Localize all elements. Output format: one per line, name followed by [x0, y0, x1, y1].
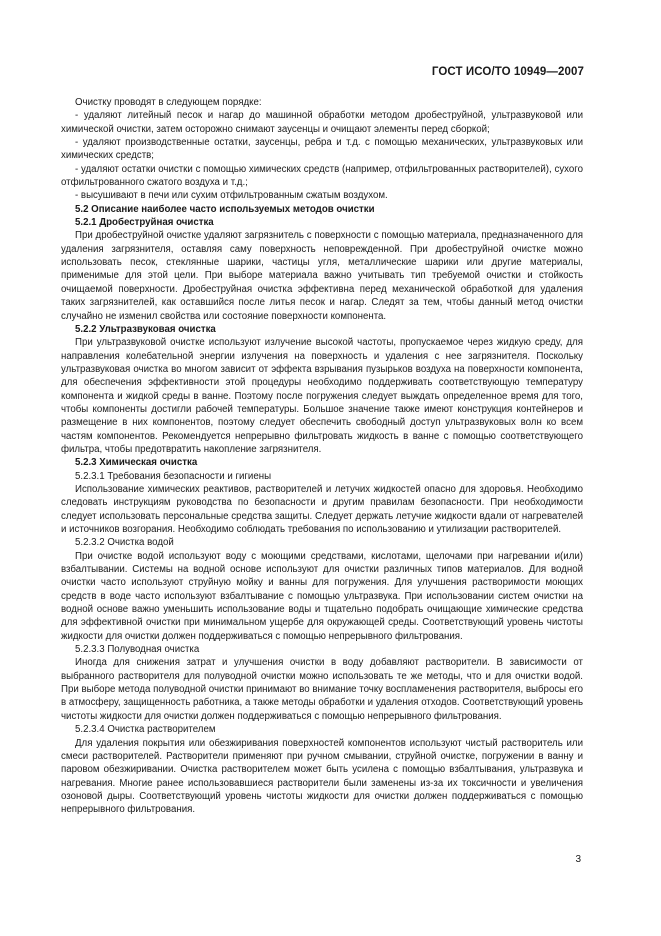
- body-paragraph: При ультразвуковой очистке используют излучение высокой частоты, пропускаемое через жидкую среду, для направления колебательной энергии излучения на поверхность и удаления с нее загрязнителя. Поскольку ультразвуковая очистка во многом зависит от эффекта взрывания пузырьков воздуха на поверхности компонента, для обеспечения эффективности этой процедуры необходимо поддерживать соответствующую температуру компонента и жидкой среды в ванне. Поэтому после погружения следует выждать определенное время для того, чтобы компоненты достигли рабочей температуры. Большое значение также имеют конструкция контейнеров и размещение в них компонентов, поэтому следует обеспечить свободный доступ ультразвуковых волн ко всем частям компонентов. Рекомендуется непрерывно фильтровать жидкость в ванне с помощью соответствующего фильтра, чтобы предотвратить накопление загрязнителя.: [61, 337, 583, 455]
- subsection-heading: 5.2.2 Ультразвуковая очистка: [75, 323, 216, 335]
- body-paragraph: При дробеструйной очистке удаляют загрязнитель с поверхности с помощью материала, предназначенного для удаления загрязнителя, оставляя саму поверхность неповрежденной. При дробеструйной очистке можно использовать песок, стеклянные шарики, частицы угля, металлические шарики или другие материалы, применимые для этой цели. При выборе материала важно учитывать тип требуемой очистки и стойкость очищаемой поверхности. Дробеструйная очистка эффективна перед механической обработкой для удаления таких загрязнителей, как оставшийся после литья песок и нагар. Следят за тем, чтобы данный метод очистки случайно не изменил свойства или состояние поверхности компонента.: [61, 230, 583, 322]
- section-heading: 5.2 Описание наиболее часто используемых методов очистки: [75, 203, 375, 215]
- clause-heading: 5.2.3.1 Требования безопасности и гигиены: [75, 470, 272, 482]
- list-item: - удаляют литейный песок и нагар до машинной обработки методом дробеструйной, ультразвуковой или химической очистки, затем осторожно снимают заусенцы и очищают элементы перед сборкой;: [61, 110, 583, 135]
- clause-heading: 5.2.3.4 Очистка растворителем: [75, 724, 216, 736]
- body-paragraph: Использование химических реактивов, растворителей и летучих жидкостей опасно для здоровья. Необходимо следовать инструкциям руководства по безопасности и другим правилам безопасности. При необходимости следует использовать персональные средства защиты. Следует держать летучие жидкости вдали от нагревателей и источников возгорания. Необходимо соблюдать требования по использованию и утилизации растворителей.: [61, 483, 583, 535]
- body-paragraph: Иногда для снижения затрат и улучшения очистки в воду добавляют растворители. В зависимости от выбранного растворителя для полуводной очистки можно использовать те же методы, что и для очистки водой. При выборе метода полуводной очистки принимают во внимание точку воспламенения растворителя, выбросы его в атмосферу, защищенность работника, а также методы обработки и удаления отходов. Соответствующий уровень чистоты жидкости для очистки должен поддерживаться с помощью непрерывного фильтрования.: [61, 657, 583, 722]
- subsection-heading: 5.2.1 Дробеструйная очистка: [75, 217, 214, 229]
- intro-paragraph: Очистку проводят в следующем порядке:: [75, 97, 262, 108]
- list-item: - удаляют остатки очистки с помощью химических средств (например, отфильтрованных растворителей), сухого отфильтрованного сжатого воздуха и т.д.;: [61, 163, 583, 189]
- list-item: - высушивают в печи или сухим отфильтрованным сжатым воздухом.: [75, 190, 388, 202]
- document-body: [61, 96, 583, 817]
- list-item: - удаляют производственные остатки, заусенцы, ребра и т.д. с помощью механических, ультразвуковых или химических средств;: [61, 137, 583, 162]
- clause-heading: 5.2.3.3 Полуводная очистка: [75, 644, 200, 656]
- clause-heading: 5.2.3.2 Очистка водой: [75, 537, 174, 549]
- page-number: 3: [575, 854, 581, 865]
- body-paragraph: Для удаления покрытия или обезжиривания поверхностей компонентов используют чистый растворитель или смеси растворителей. Растворители применяют при ручном смывании, струйной очистке, погружении в ванну и паровом обезжиривании. Очистка растворителем может быть усилена с помощью взбалтывания, ультразвука и нагревания. Многие ранее использовавшиеся растворители были заменены из-за их токсичности и увеличения озоновой дыры. Соответствующий уровень чистоты жидкости для очистки должен поддерживаться с помощью непрерывного фильтрования.: [61, 737, 583, 816]
- body-paragraph: При очистке водой используют воду с моющими средствами, кислотами, щелочами при нагревании и(или) взбалтывании. Системы на водной основе используют для очистки различных типов материалов. Для водной очистки часто используют струйную мойку и ванны для погружения. Для улучшения растворимости моющих средств в воде часто используют взбалтывание с помощью ультразвука. При использовании систем очистки на водной основе важно уменьшить использование воды и тщательно подобрать очищающие химические средства для эффективной очистки при минимальном ущербе для окружающей среды. Соответствующий уровень чистоты жидкости для очистки должен поддерживаться с помощью непрерывного фильтрования.: [61, 550, 583, 642]
- subsection-heading: 5.2.3 Химическая очистка: [75, 457, 198, 469]
- document-id: ГОСТ ИСО/ТО 10949—2007: [431, 66, 584, 78]
